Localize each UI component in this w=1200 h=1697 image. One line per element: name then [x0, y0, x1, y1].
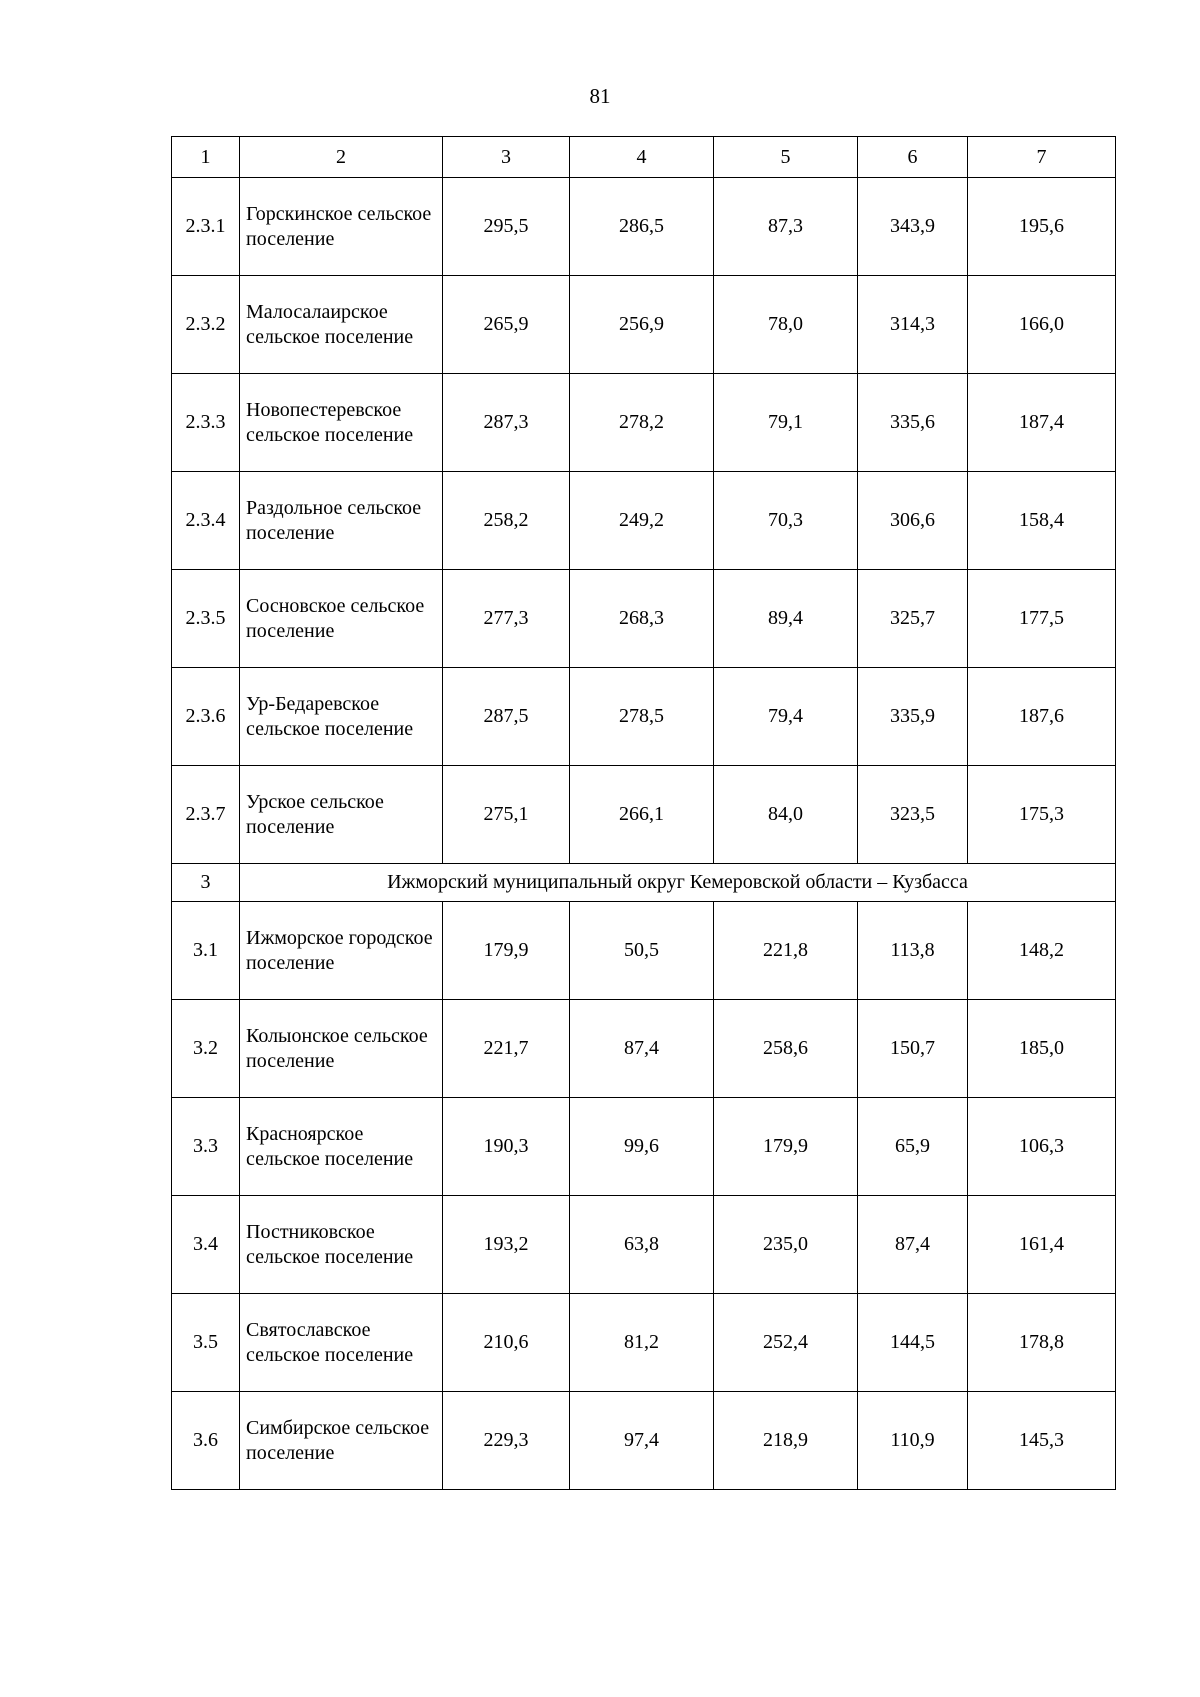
- section-code: 3: [172, 864, 240, 902]
- value-cell: 235,0: [714, 1196, 858, 1294]
- value-cell: 158,4: [968, 472, 1116, 570]
- table-row: [172, 374, 1116, 472]
- value-cell: 265,9: [443, 276, 570, 374]
- table-row: [172, 1392, 1116, 1490]
- row-name: Малосалаирское сельское поселение: [240, 276, 443, 374]
- value-cell: 63,8: [570, 1196, 714, 1294]
- row-code: 2.3.5: [172, 570, 240, 668]
- table-row: [172, 1000, 1116, 1098]
- table-body: [172, 178, 1116, 1490]
- value-cell: 278,2: [570, 374, 714, 472]
- value-cell: 84,0: [714, 766, 858, 864]
- value-cell: 50,5: [570, 902, 714, 1000]
- value-cell: 150,7: [858, 1000, 968, 1098]
- value-cell: 89,4: [714, 570, 858, 668]
- row-name: Сосновское сельское поселение: [240, 570, 443, 668]
- value-cell: 275,1: [443, 766, 570, 864]
- header-cell: 7: [968, 137, 1116, 178]
- table-row: [172, 1098, 1116, 1196]
- table-row: [172, 1196, 1116, 1294]
- value-cell: 179,9: [443, 902, 570, 1000]
- value-cell: 106,3: [968, 1098, 1116, 1196]
- value-cell: 314,3: [858, 276, 968, 374]
- row-code: 2.3.2: [172, 276, 240, 374]
- value-cell: 187,6: [968, 668, 1116, 766]
- value-cell: 175,3: [968, 766, 1116, 864]
- row-name: Ижморское городское поселение: [240, 902, 443, 1000]
- row-code: 3.5: [172, 1294, 240, 1392]
- page-number: 81: [589, 84, 611, 108]
- value-cell: 258,6: [714, 1000, 858, 1098]
- value-cell: 286,5: [570, 178, 714, 276]
- header-row: [172, 137, 1116, 178]
- value-cell: 65,9: [858, 1098, 968, 1196]
- value-cell: 79,1: [714, 374, 858, 472]
- value-cell: 221,7: [443, 1000, 570, 1098]
- value-cell: 87,4: [858, 1196, 968, 1294]
- row-name: Красноярское сельское поселение: [240, 1098, 443, 1196]
- value-cell: 187,4: [968, 374, 1116, 472]
- header-cell: 2: [240, 137, 443, 178]
- row-name: Новопестеревское сельское поселение: [240, 374, 443, 472]
- row-code: 2.3.1: [172, 178, 240, 276]
- row-code: 2.3.3: [172, 374, 240, 472]
- data-table: [171, 136, 1116, 1490]
- row-name: Горскинское сельское поселение: [240, 178, 443, 276]
- value-cell: 110,9: [858, 1392, 968, 1490]
- value-cell: 343,9: [858, 178, 968, 276]
- value-cell: 218,9: [714, 1392, 858, 1490]
- value-cell: 221,8: [714, 902, 858, 1000]
- row-code: 3.4: [172, 1196, 240, 1294]
- value-cell: 178,8: [968, 1294, 1116, 1392]
- value-cell: 179,9: [714, 1098, 858, 1196]
- table-row: [172, 276, 1116, 374]
- row-code: 3.1: [172, 902, 240, 1000]
- value-cell: 87,3: [714, 178, 858, 276]
- value-cell: 97,4: [570, 1392, 714, 1490]
- value-cell: 79,4: [714, 668, 858, 766]
- value-cell: 266,1: [570, 766, 714, 864]
- value-cell: 335,6: [858, 374, 968, 472]
- table-row: [172, 902, 1116, 1000]
- value-cell: 306,6: [858, 472, 968, 570]
- table-row: [172, 766, 1116, 864]
- value-cell: 195,6: [968, 178, 1116, 276]
- header-cell: 4: [570, 137, 714, 178]
- value-cell: 70,3: [714, 472, 858, 570]
- row-name: Святославское сельское поселение: [240, 1294, 443, 1392]
- value-cell: 78,0: [714, 276, 858, 374]
- value-cell: 144,5: [858, 1294, 968, 1392]
- header-cell: 3: [443, 137, 570, 178]
- value-cell: 229,3: [443, 1392, 570, 1490]
- table-row: [172, 668, 1116, 766]
- value-cell: 325,7: [858, 570, 968, 668]
- value-cell: 81,2: [570, 1294, 714, 1392]
- value-cell: 166,0: [968, 276, 1116, 374]
- value-cell: 145,3: [968, 1392, 1116, 1490]
- value-cell: 287,3: [443, 374, 570, 472]
- value-cell: 185,0: [968, 1000, 1116, 1098]
- table-row: [172, 472, 1116, 570]
- row-name: Колыонское сельское поселение: [240, 1000, 443, 1098]
- value-cell: 148,2: [968, 902, 1116, 1000]
- value-cell: 99,6: [570, 1098, 714, 1196]
- row-name: Ур-Бедаревское сельское поселение: [240, 668, 443, 766]
- value-cell: 258,2: [443, 472, 570, 570]
- header-cell: 5: [714, 137, 858, 178]
- value-cell: 87,4: [570, 1000, 714, 1098]
- value-cell: 256,9: [570, 276, 714, 374]
- value-cell: 249,2: [570, 472, 714, 570]
- row-name: Симбирское сельское поселение: [240, 1392, 443, 1490]
- row-name: Урское сельское поселение: [240, 766, 443, 864]
- row-name: Постниковское сельское поселение: [240, 1196, 443, 1294]
- value-cell: 252,4: [714, 1294, 858, 1392]
- value-cell: 287,5: [443, 668, 570, 766]
- value-cell: 193,2: [443, 1196, 570, 1294]
- value-cell: 335,9: [858, 668, 968, 766]
- row-code: 3.6: [172, 1392, 240, 1490]
- value-cell: 295,5: [443, 178, 570, 276]
- value-cell: 277,3: [443, 570, 570, 668]
- value-cell: 161,4: [968, 1196, 1116, 1294]
- row-code: 3.2: [172, 1000, 240, 1098]
- row-code: 2.3.6: [172, 668, 240, 766]
- value-cell: 278,5: [570, 668, 714, 766]
- row-code: 2.3.4: [172, 472, 240, 570]
- value-cell: 177,5: [968, 570, 1116, 668]
- header-cell: 1: [172, 137, 240, 178]
- header-cell: 6: [858, 137, 968, 178]
- value-cell: 190,3: [443, 1098, 570, 1196]
- section-row: [172, 864, 1116, 902]
- table-header: [172, 137, 1116, 178]
- table-row: [172, 1294, 1116, 1392]
- value-cell: 268,3: [570, 570, 714, 668]
- row-code: 2.3.7: [172, 766, 240, 864]
- table-row: [172, 178, 1116, 276]
- value-cell: 210,6: [443, 1294, 570, 1392]
- row-name: Раздольное сельское поселение: [240, 472, 443, 570]
- row-code: 3.3: [172, 1098, 240, 1196]
- section-title: Ижморский муниципальный округ Кемеровской области – Кузбасса: [240, 864, 1116, 902]
- table-row: [172, 570, 1116, 668]
- value-cell: 323,5: [858, 766, 968, 864]
- value-cell: 113,8: [858, 902, 968, 1000]
